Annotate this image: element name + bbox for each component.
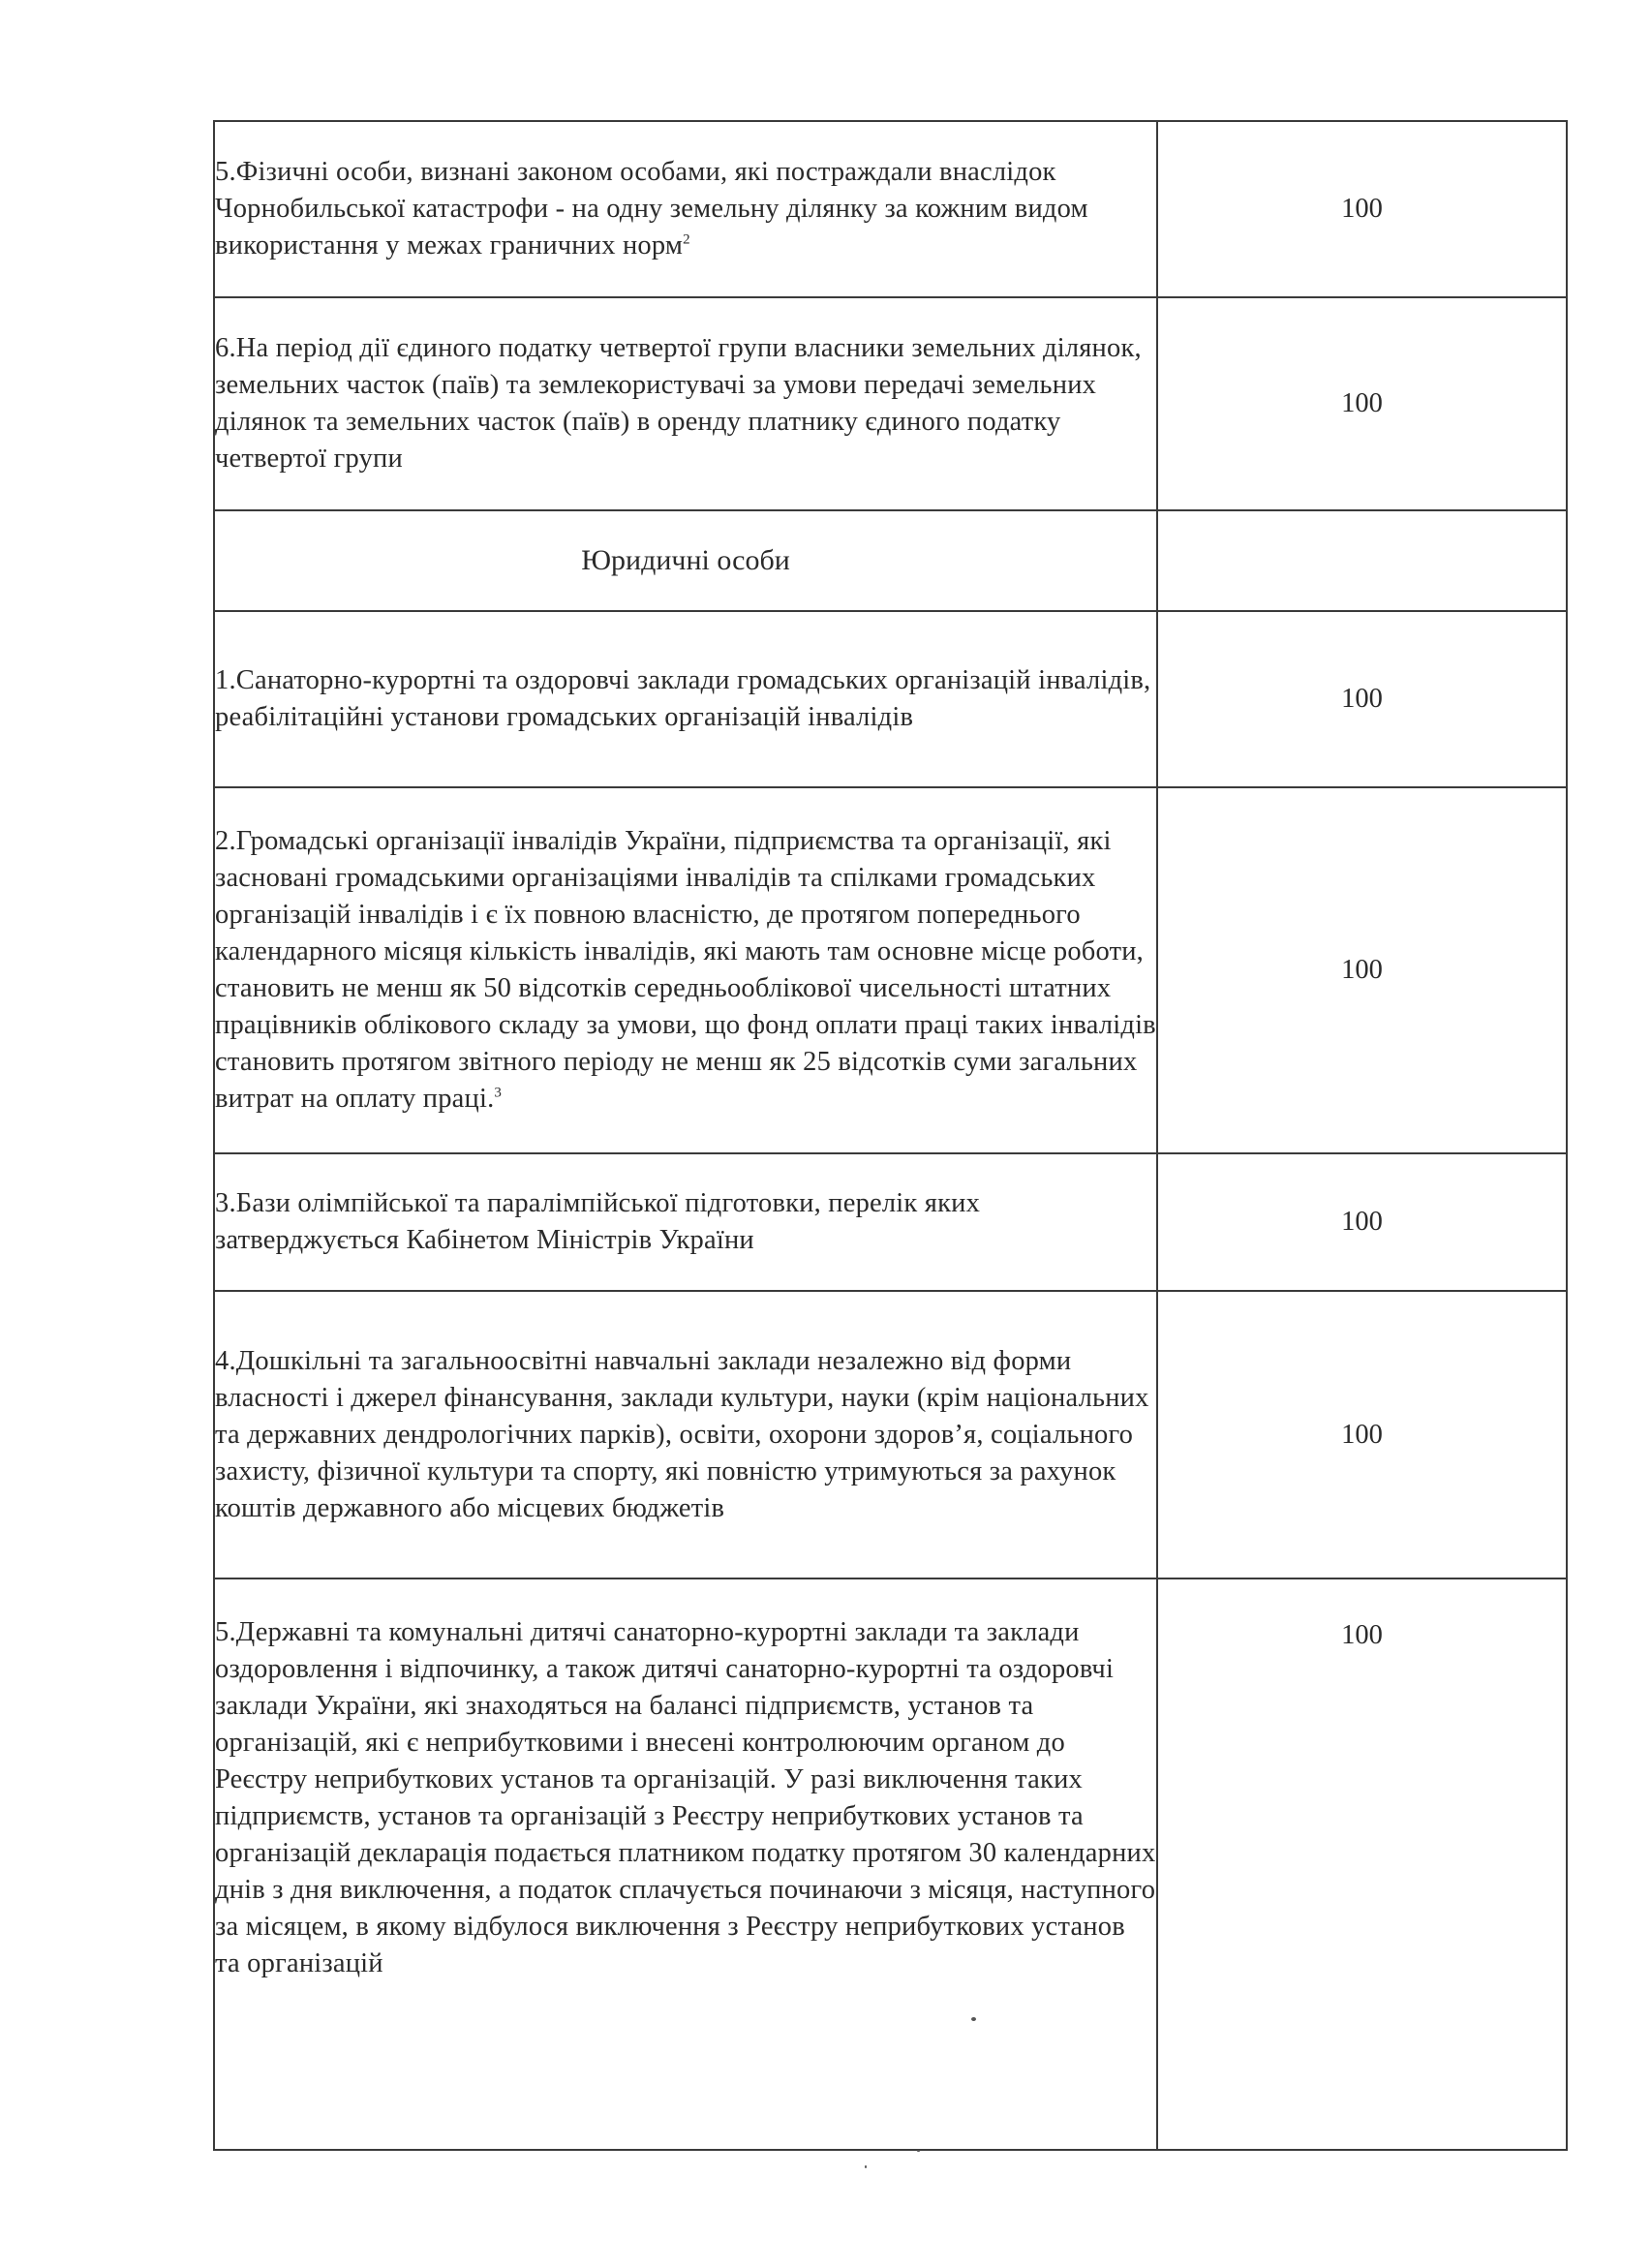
section-header-row bbox=[214, 510, 1567, 611]
scan-speck bbox=[865, 2165, 867, 2168]
benefit-description: 3.Бази олімпійської та паралімпійської підготовки, перелік яких затверджується Кабінетом Міністрів України bbox=[214, 1153, 1157, 1291]
footnote-marker: 3 bbox=[494, 1085, 503, 1101]
benefit-rate: 100 bbox=[1157, 297, 1567, 510]
scan-speck bbox=[971, 2017, 976, 2021]
benefit-rate: 100 bbox=[1157, 121, 1567, 297]
table-row bbox=[214, 1578, 1567, 2150]
benefit-description: 6.На період дії єдиного податку четвертої групи власники земельних ділянок, земельних часток (паїв) та землекористувачі за умови передачі земельних ділянок та земельних часток (паїв) в оренду платнику єдиного податку четвертої групи bbox=[214, 297, 1157, 510]
benefit-rate: 100 bbox=[1157, 1291, 1567, 1578]
table-row bbox=[214, 787, 1567, 1153]
benefit-rate: 100 bbox=[1157, 611, 1567, 787]
land-tax-benefits-table bbox=[213, 120, 1568, 2151]
footnote-marker: 2 bbox=[683, 231, 690, 248]
benefit-description: 1.Санаторно-курортні та оздоровчі заклади громадських організацій інвалідів, реабілітаційні установи громадських організацій інвалідів bbox=[214, 611, 1157, 787]
scan-speck bbox=[917, 2150, 920, 2152]
section-title-legal-entities: Юридичні особи bbox=[214, 510, 1157, 611]
table-row bbox=[214, 297, 1567, 510]
benefit-description: 2.Громадські організації інвалідів України, підприємства та організації, які засновані громадськими організаціями інвалідів та спілками громадських організацій інвалідів і є їх повною власністю, де протягом попереднього календарного місяця кількість інвалідів, які мають там основне місце роботи, становить не менш як 50 відсотків середньооблікової чисельності штатних працівників облікового складу за умови, що фонд оплати праці таких інвалідів становить протягом звітного періоду не менш як 25 відсотків суми загальних витрат на оплату праці.$^3$ bbox=[214, 787, 1157, 1153]
empty-cell bbox=[1157, 510, 1567, 611]
table-row bbox=[214, 1153, 1567, 1291]
table-row bbox=[214, 121, 1567, 297]
benefit-rate: 100 bbox=[1157, 787, 1567, 1153]
table-row bbox=[214, 611, 1567, 787]
benefit-rate: 100 bbox=[1157, 1153, 1567, 1291]
table-row bbox=[214, 1291, 1567, 1578]
benefit-rate: 100 bbox=[1157, 1578, 1567, 2150]
benefit-description: 5.Фізичні особи, визнані законом особами, які постраждали внаслідок Чорнобильської катастрофи - на одну земельну ділянку за кожним видом використання у межах граничних норм$^2$ bbox=[214, 121, 1157, 297]
benefit-description: 5.Державні та комунальні дитячі санаторно-курортні заклади та заклади оздоровлення і відпочинку, а також дитячі санаторно-курортні та оздоровчі заклади України, які знаходяться на балансі підприємств, установ та організацій, які є неприбутковими і внесені контролюючим органом до Реєстру неприбуткових установ та організацій. У разі виключення таких підприємств, установ та організацій з Реєстру неприбуткових установ та організацій декларація подається платником податку протягом 30 календарних днів з дня виключення, а податок сплачується починаючи з місяця, наступного за місяцем, в якому відбулося виключення з Реєстру неприбуткових установ та організацій bbox=[214, 1578, 1157, 2150]
benefit-description: 4.Дошкільні та загальноосвітні навчальні заклади незалежно від форми власності і джерел фінансування, заклади культури, науки (крім національних та державних дендрологічних парків), освіти, охорони здоров’я, соціального захисту, фізичної культури та спорту, які повністю утримуються за рахунок коштів державного або місцевих бюджетів bbox=[214, 1291, 1157, 1578]
